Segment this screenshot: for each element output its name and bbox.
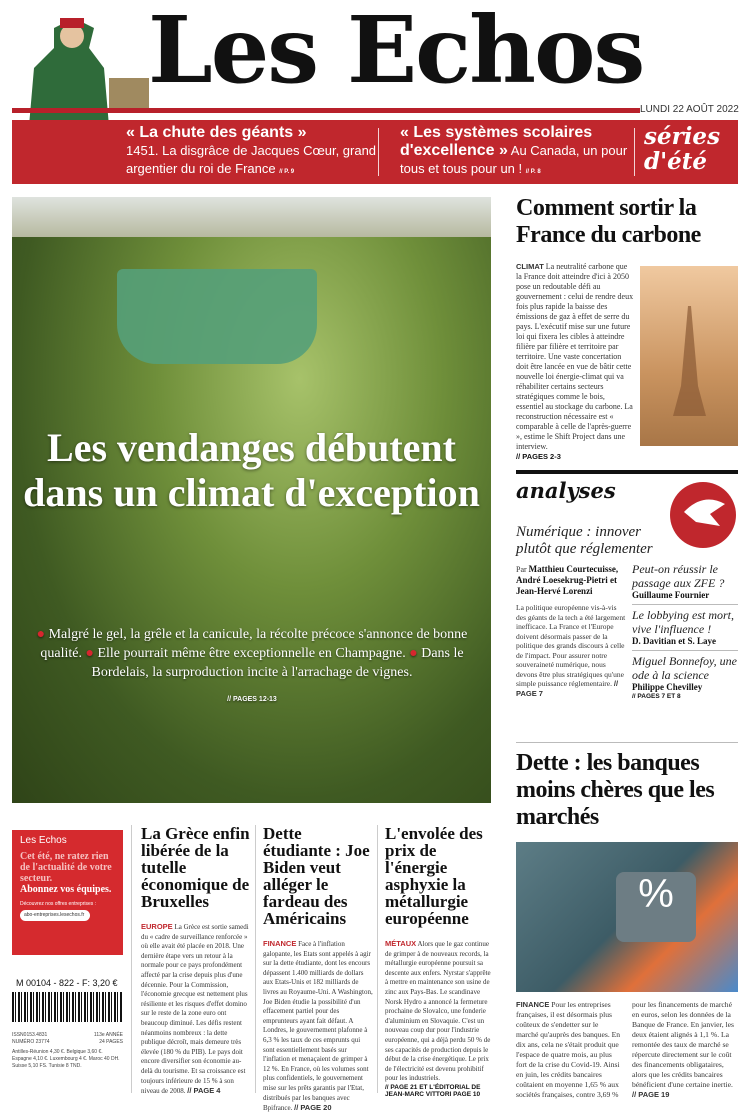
lead-headline[interactable]: Les vendanges débutent dans un climat d'exception: [23, 425, 480, 515]
kicker: MÉTAUX: [385, 939, 417, 948]
bullet-text: Dans le Bordelais, la surproduction incite à l'arrachage de vignes.: [91, 646, 464, 680]
dette-article: [516, 1000, 738, 1100]
analysis-title: Peut-on réussir le passage aux ZFE ?: [632, 562, 725, 590]
article-headline[interactable]: Dette étudiante : Joe Biden veut alléger le fardeau des Américains: [263, 824, 370, 928]
article-text: Face à l'inflation galopante, les Etats sont appelés à agir sur la dette étudiante, dont les encours dépassent 1.400 milliards de dollars aux Etats-Unis et 182 milliards de livres au Royaume-Uni. A Washington, Joe Biden étudie la possibilité d'un effacement partiel pour des emprunteurs ayant fait défaut. A Londres, le gouvernement plafonne à 6,3 % les taux de ces emprunts qui sont essentiellement basés sur l'inflation et menaçaient de grimper à 12 %. En France, où les volumes sont plus confidentiels, le gouvernement mise sur les prêts garantis par l'Etat, distribués par les banques avec Bpifrance.: [263, 940, 373, 1113]
page-ref: // PAGE 7: [516, 679, 619, 698]
barcode: [12, 992, 123, 1022]
issn: ISSN0153.4831: [12, 1032, 48, 1038]
page-ref: // PAGE 4: [187, 1086, 221, 1096]
analysis-item[interactable]: [632, 562, 738, 605]
kicker: CLIMAT: [516, 262, 544, 271]
issue-number: NUMÉRO 23774: [12, 1039, 50, 1045]
bullet-text: Elle pourrait même être exceptionnelle en Champagne.: [97, 646, 406, 661]
analysis-item[interactable]: [632, 651, 738, 693]
price-code: M 00104 - 822 - F: 3,20 €: [16, 978, 118, 988]
page-ref: // PAGE 21 ET L'ÉDITORIAL DE JEAN-MARC VITTORI PAGE 10: [385, 1083, 481, 1098]
page-ref: // PAGES 7 ET 8: [632, 693, 681, 700]
kicker: FINANCE: [263, 939, 297, 948]
issue-date: LUNDI 22 AOÛT 2022: [640, 104, 739, 115]
bullet-text: Malgré le gel, la grêle et la canicule, la récolte précoce s'annonce de bonne qualité.: [40, 627, 468, 661]
analysis-item[interactable]: [632, 605, 738, 651]
column-divider: [255, 825, 256, 1093]
section-rule: [516, 470, 738, 474]
analysis-title: Miguel Bonnefoy, une ode à la science: [632, 654, 737, 682]
analyses-label: analyses: [516, 478, 616, 503]
ad-brand: Les Echos: [20, 835, 67, 846]
imprint: [12, 1032, 123, 1070]
article-headline[interactable]: La Grèce enfin libérée de la tutelle économique de Bruxelles: [141, 824, 250, 911]
bullet-icon: ●: [85, 646, 94, 661]
article-text: La Grèce est sortie samedi du « cadre de surveillance renforcée » où elle avait été placée en 2018. Une dernière étape vers un retour à la normale pour ce pays profondément affecté par la crise depuis plus d'une décennie. Pour la Commission, l'économie grecque est nettement plus résiliente et les risques d'effet domino sur le reste de la zone euro ont beaucoup diminué. Les défis restent néanmoins nombreux : la dette publique décroît, mais demeure très élevée (180 % du PIB). Le pays doit encore diversifier son économie au-delà du tourisme. Et sa croissance est toujours inférieure de 15 % à son niveau de 2008.: [141, 923, 249, 1096]
banner-item-2[interactable]: [400, 124, 630, 181]
author: Philippe Chevilley: [632, 682, 703, 692]
winged-figure-logo: [670, 482, 736, 548]
ad-offer: Découvrez nos offres entreprises :: [20, 901, 97, 907]
ad-text: Cet été, ne ratez rien de l'actualité de votre secteur.: [20, 851, 112, 884]
article-dette-etudiante[interactable]: [263, 825, 373, 1114]
page-ref: // PAGE 19: [632, 1090, 670, 1099]
carbone-headline[interactable]: Comment sortir la France du carbone: [516, 195, 701, 248]
page-ref: // PAGE 20: [294, 1103, 332, 1113]
column-divider: [377, 825, 378, 1093]
article-text: Alors que le gaz continue de grimper à de nouveaux records, la métallurgie européenne poursuit sa descente aux enfers. Nyrstar s'apprête à mettre en maintenance son usine de zinc aux Pays-Bas. Le scandinave Norsk Hydro a annoncé la fermeture prochaine de Slovalco, une fonderie d'aluminium en Slovaquie. C'est un nouveau coup dur pour l'industrie européenne, qui a déjà perdu 50 % de ses capacités de production depuis le début de la crise énergétique. Le prix de l'électricité est devenu prohibitif pour les industriels.: [385, 940, 491, 1083]
banner-item-title: « Les systèmes scolaires d'excellence »: [400, 124, 593, 159]
banner-item-text: 1451. La disgrâce de Jacques Cœur, grand argentier du roi de France: [126, 143, 377, 176]
analyses-main-article: [516, 564, 628, 698]
column-divider: [131, 825, 132, 1093]
calculator-photo: [516, 842, 738, 992]
foreign-prices: Antilles-Réunion 4,30 €. Belgique 3,60 €. Espagne 4,10 €. Luxembourg 4 €. Maroc 40 DH. Suisse 5,10 FS. Tunisie 8 TND.: [12, 1049, 120, 1069]
banner-item-text: Au Canada, un pour tous et tous pour un !: [400, 143, 628, 176]
article-grece[interactable]: [141, 825, 251, 1097]
banner-item-1[interactable]: [126, 124, 386, 181]
article-text: La neutralité carbone que la France doit atteindre d'ici à 2050 pose un redoutable défi au gouvernement : celui de rendre deux fois plus rapide la baisse des émissions de gaz à effet de serre du pays. L'exécutif mise sur une future loi qui fixera les cibles à atteindre filière par filière et territoire par territoire. Une vaste concertation doit être lancée en vue de bâtir cette nouvelle loi énergie-climat qui va réhabiliter certains secteurs stratégiques comme le bois, essentiel au stockage du carbone. La reconstruction nécessaire est « comparable à celle de l'après-guerre », estime le Shift Project dans une interview.: [516, 262, 634, 451]
article-text: Pour les entreprises françaises, il est désormais plus coûteux de s'endetter sur le marché qu'auprès des banques. En dix ans, cela ne s'était produit que l'espace de quatre mois, au plus fort de la crise du Covid-19. Ainsi en juin, les crédits bancaires coûtaient en moyenne 1,65 % aux sociétés françaises, contre 3,69 % pour les financements de marché en euros, selon les données de la Banque de France. En janvier, les deux étaient alignés à 1,1 %. La remontée des taux de marché se répercute directement sur le coût des financements obligataires, alors que les crédits bancaires bénéficient d'une certaine inertie.: [516, 1000, 734, 1099]
page-ref: // P. 8: [525, 169, 541, 175]
divider: [634, 128, 635, 176]
page-count: 24 PAGES: [99, 1039, 123, 1045]
article-metallurgie[interactable]: [385, 825, 491, 1098]
section-rule: [516, 742, 738, 743]
kicker: EUROPE: [141, 922, 173, 931]
author: Guillaume Fournier: [632, 590, 710, 600]
analyses-list: [632, 562, 738, 700]
article-text: La politique européenne vis-à-vis des géants de la tech a été largement inefficace. La France et l'Europe doivent désormais passer de la politique des grands discours à celle de l'impact. Pour assurer notre souveraineté numérique, nous devons être plus stratégiques qu'une simple puissance réglementaire.: [516, 603, 626, 688]
dette-headline[interactable]: Dette : les banques moins chères que les marchés: [516, 750, 715, 830]
lead-story[interactable]: [12, 197, 491, 803]
bullet-icon: ●: [36, 627, 46, 642]
grape-cart-image: [117, 269, 317, 364]
banner-item-title: « La chute des géants »: [126, 124, 307, 141]
divider: [378, 128, 379, 176]
year: 113e ANNÉE: [93, 1032, 123, 1038]
by-label: Par: [516, 565, 527, 574]
carbone-article: [516, 262, 634, 461]
lead-summary: [32, 625, 472, 709]
page-ref: // P. 9: [279, 169, 295, 175]
subscription-ad[interactable]: [12, 830, 123, 955]
kicker: FINANCE: [516, 1000, 550, 1009]
bullet-icon: ●: [409, 646, 418, 661]
masthead-rule: [12, 108, 640, 113]
series-label: séries d'été: [644, 123, 721, 175]
ad-cta: Abonnez vos équipes.: [20, 884, 112, 895]
ad-url-button[interactable]: abo-entreprises.lesechos.fr: [20, 910, 90, 921]
photo-sky: [12, 197, 491, 237]
authors: Matthieu Courtecuisse, André Loesekrug-Pietri et Jean-Hervé Lorenzi: [516, 564, 619, 596]
page-ref: // PAGES 12-13: [227, 696, 277, 703]
author: D. Davitian et S. Laye: [632, 636, 716, 646]
page-ref: // PAGES 2-3: [516, 452, 561, 461]
analyses-main-title[interactable]: Numérique : innover plutôt que réglementer: [516, 524, 653, 557]
analysis-title: Le lobbying est mort, vive l'influence !: [632, 608, 734, 636]
percent-key: %: [616, 872, 696, 942]
newspaper-logo[interactable]: Les Echos: [148, 0, 644, 104]
article-headline[interactable]: L'envolée des prix de l'énergie asphyxie la métallurgie européenne: [385, 824, 483, 928]
summer-series-banner[interactable]: [12, 120, 738, 184]
eiffel-tower-photo: [640, 266, 738, 446]
